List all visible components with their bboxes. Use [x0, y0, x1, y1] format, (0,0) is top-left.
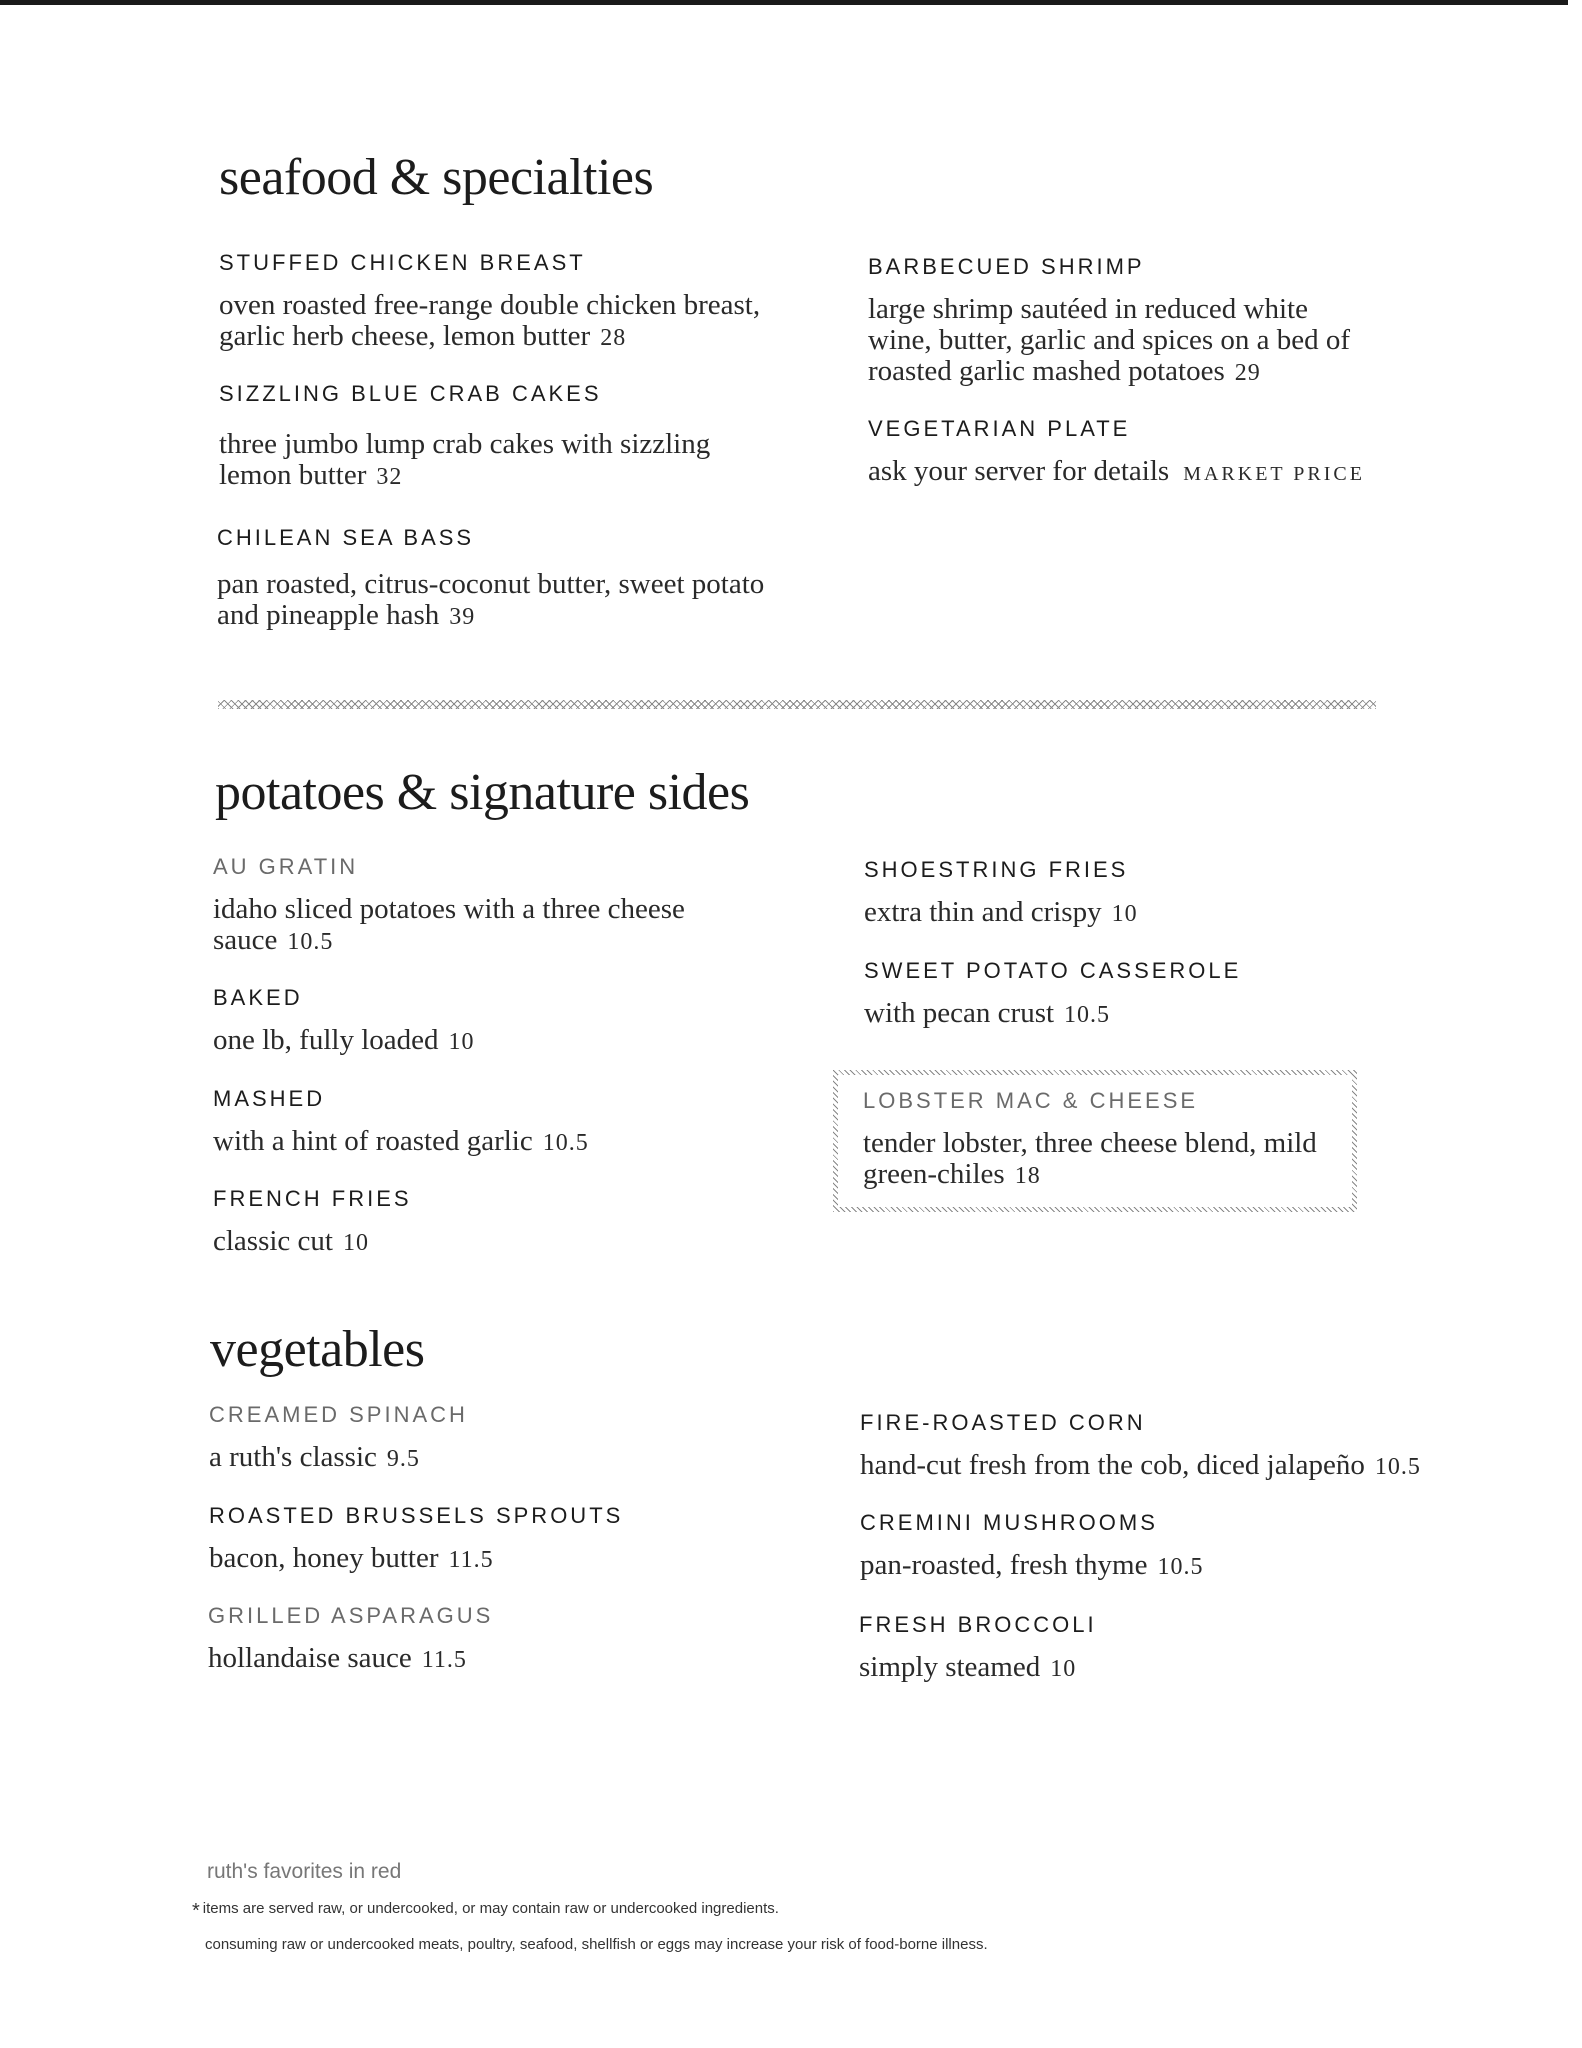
favorites-note: ruth's favorites in red [207, 1860, 402, 1883]
item-desc: extra thin and crispy 10 [864, 896, 1138, 928]
food-safety-warning: consuming raw or undercooked meats, poultry, seafood, shellfish or eggs may increase your risk of food-borne illness. [205, 1936, 988, 1953]
item-desc: three jumbo lump crab cakes with sizzling lemon butter 32 [219, 428, 711, 491]
section-title-vegetables: vegetables [210, 1321, 425, 1378]
item-price: 39 [449, 604, 476, 630]
menu-item-cremini-mushrooms [860, 1510, 1420, 1583]
menu-item-vegetarian-plate [868, 416, 1428, 490]
menu-item-creamed-spinach [209, 1402, 769, 1475]
item-desc: idaho sliced potatoes with a three cheese sauce 10.5 [213, 893, 685, 956]
item-desc: pan roasted, citrus-coconut butter, sweet potato and pineapple hash 39 [217, 568, 765, 631]
menu-item-brussels-sprouts [209, 1503, 829, 1576]
item-name: CREAMED SPINACH [209, 1402, 468, 1427]
item-name: GRILLED ASPARAGUS [208, 1603, 494, 1628]
item-desc: hollandaise sauce 11.5 [208, 1642, 467, 1674]
section-title-seafood: seafood & specialties [219, 149, 654, 206]
item-name: AU GRATIN [213, 854, 359, 879]
item-price: 32 [376, 464, 403, 490]
menu-item-fresh-broccoli [859, 1612, 1419, 1685]
item-price: 10.5 [1064, 1002, 1111, 1028]
asterisk: * [192, 1900, 200, 1922]
raw-items-note: * items are served raw, or undercooked, or may contain raw or undercooked ingredients. [192, 1900, 779, 1922]
item-price: 11.5 [421, 1647, 467, 1673]
item-desc: oven roasted free-range double chicken breast, garlic herb cheese, lemon butter 28 [219, 289, 761, 352]
item-price: 29 [1234, 360, 1261, 386]
item-name: SIZZLING BLUE CRAB CAKES [219, 381, 602, 406]
menu-item-sweet-potato-casserole [864, 958, 1424, 1031]
item-name: STUFFED CHICKEN BREAST [219, 250, 586, 275]
item-name: CHILEAN SEA BASS [217, 525, 475, 550]
item-price: MARKET PRICE [1183, 463, 1365, 485]
item-name: MASHED [213, 1086, 326, 1111]
item-name: BAKED [213, 985, 303, 1010]
item-price: 18 [1014, 1163, 1041, 1189]
item-name: ROASTED BRUSSELS SPROUTS [209, 1503, 624, 1528]
item-price: 10 [342, 1230, 369, 1256]
menu-item-crab-cakes [219, 381, 779, 493]
item-name: LOBSTER MAC & CHEESE [863, 1088, 1199, 1113]
item-name: FIRE-ROASTED CORN [860, 1410, 1146, 1435]
menu-item-french-fries [213, 1186, 773, 1259]
item-desc: bacon, honey butter 11.5 [209, 1542, 494, 1574]
item-desc: pan-roasted, fresh thyme 10.5 [860, 1549, 1204, 1581]
item-name: VEGETARIAN PLATE [868, 416, 1131, 441]
menu-item-sea-bass [217, 525, 777, 633]
item-price: 10.5 [1157, 1554, 1204, 1580]
item-price: 10 [448, 1029, 475, 1055]
item-price: 28 [600, 325, 627, 351]
item-price: 9.5 [386, 1446, 420, 1472]
item-price: 10.5 [287, 929, 334, 955]
item-desc: tender lobster, three cheese blend, mild green-chiles 18 [863, 1127, 1317, 1190]
menu-item-shoestring-fries [864, 857, 1424, 930]
menu-item-barbecued-shrimp [868, 254, 1378, 389]
item-desc: hand-cut fresh from the cob, diced jalapeño 10.5 [860, 1449, 1421, 1481]
item-name: SHOESTRING FRIES [864, 857, 1129, 882]
item-desc: classic cut 10 [213, 1225, 369, 1257]
item-desc: with pecan crust 10.5 [864, 997, 1111, 1029]
item-price: 11.5 [448, 1547, 494, 1573]
menu-item-stuffed-chicken [219, 250, 779, 354]
section-divider [218, 700, 1376, 709]
menu-item-mashed [213, 1086, 773, 1159]
item-name: BARBECUED SHRIMP [868, 254, 1145, 279]
item-desc: large shrimp sautéed in reduced white wine, butter, garlic and spices on a bed of roasted garlic mashed potatoes 29 [868, 293, 1351, 387]
menu-item-grilled-asparagus [208, 1603, 768, 1676]
item-desc: ask your server for details MARKET PRICE [868, 455, 1365, 487]
section-title-sides: potatoes & signature sides [215, 764, 750, 821]
menu-item-fire-roasted-corn [860, 1410, 1480, 1483]
item-name: FRENCH FRIES [213, 1186, 412, 1211]
item-price: 10.5 [542, 1130, 589, 1156]
item-price: 10 [1111, 901, 1138, 927]
item-desc: a ruth's classic 9.5 [209, 1441, 420, 1473]
item-name: SWEET POTATO CASSEROLE [864, 958, 1242, 983]
item-name: FRESH BROCCOLI [859, 1612, 1097, 1637]
item-price: 10 [1050, 1656, 1077, 1682]
item-desc: one lb, fully loaded 10 [213, 1024, 475, 1056]
menu-item-lobster-mac [863, 1088, 1343, 1192]
item-desc: with a hint of roasted garlic 10.5 [213, 1125, 589, 1157]
item-price: 10.5 [1374, 1454, 1421, 1480]
item-name: CREMINI MUSHROOMS [860, 1510, 1158, 1535]
menu-item-au-gratin [213, 854, 773, 958]
top-rule [0, 0, 1568, 5]
item-desc: simply steamed 10 [859, 1651, 1077, 1683]
menu-item-baked [213, 985, 773, 1058]
